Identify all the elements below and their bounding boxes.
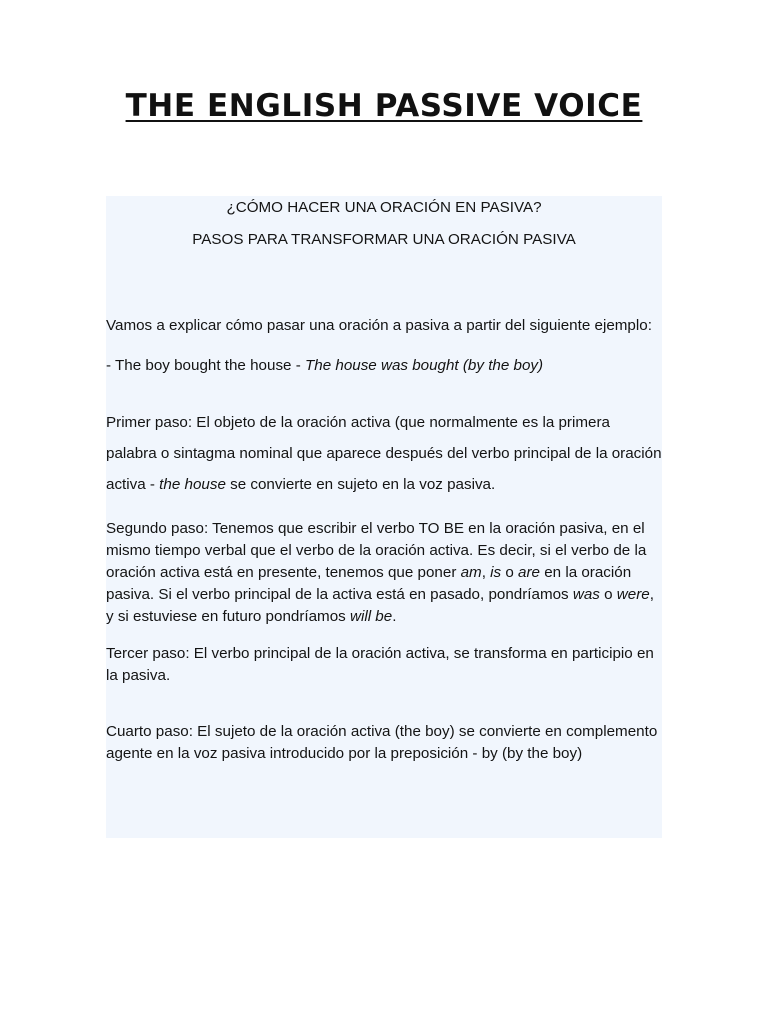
text-run: Segundo paso: Tenemos que escribir el verbo TO BE en la oración pasiva, en el mismo tiempo verbal que el verbo de la oración activa. Es decir, si el verbo de la oración activa está en presente, tenemos que poner bbox=[106, 520, 647, 581]
text-run: se convierte en sujeto en la voz pasiva. bbox=[225, 476, 496, 493]
italic-text: is bbox=[490, 564, 502, 581]
step-1-paragraph bbox=[106, 407, 662, 500]
text-run: Cuarto paso: El sujeto de la oración activa (the boy) se convierte en complemento agente en la voz pasiva introducido por la preposición - by (by the boy) bbox=[106, 723, 658, 762]
step-2-paragraph bbox=[106, 518, 662, 628]
step-3-paragraph bbox=[106, 643, 662, 687]
example-paragraph bbox=[106, 355, 662, 377]
italic-text: The house was bought (by the boy) bbox=[304, 357, 544, 374]
italic-text: was bbox=[572, 586, 600, 603]
text-run: Primer paso: El objeto de la oración activa (que normalmente es la primera palabra o sintagma nominal que aparece después del verbo principal de la oración activa - bbox=[106, 414, 662, 493]
italic-text: will be bbox=[349, 608, 393, 625]
italic-text: are bbox=[518, 564, 540, 581]
step-4-paragraph bbox=[106, 721, 662, 765]
text-run: en la oración pasiva. Si el verbo principal de la activa está en pasado, pondríamos bbox=[106, 564, 632, 603]
text-run: , y si estuviese en futuro pondríamos bbox=[106, 586, 654, 625]
page-title: THE ENGLISH PASSIVE VOICE bbox=[125, 88, 643, 124]
italic-text: am bbox=[460, 564, 482, 581]
text-run: , bbox=[481, 564, 491, 581]
italic-text: were bbox=[616, 586, 650, 603]
italic-text: the house bbox=[159, 476, 226, 493]
text-run: - The boy bought the house - bbox=[106, 357, 305, 374]
box-heading-steps: PASOS PARA TRANSFORMAR UNA ORACIÓN PASIVA bbox=[192, 231, 576, 248]
box-heading-question: ¿CÓMO HACER UNA ORACIÓN EN PASIVA? bbox=[226, 199, 542, 216]
text-run: . bbox=[392, 608, 397, 625]
text-run: Tercer paso: El verbo principal de la oración activa, se transforma en participio en la pasiva. bbox=[106, 645, 654, 684]
text-run: o bbox=[501, 564, 519, 581]
text-run: o bbox=[599, 586, 617, 603]
intro-paragraph: Vamos a explicar cómo pasar una oración a pasiva a partir del siguiente ejemplo: bbox=[106, 317, 652, 334]
content-box bbox=[106, 196, 662, 838]
